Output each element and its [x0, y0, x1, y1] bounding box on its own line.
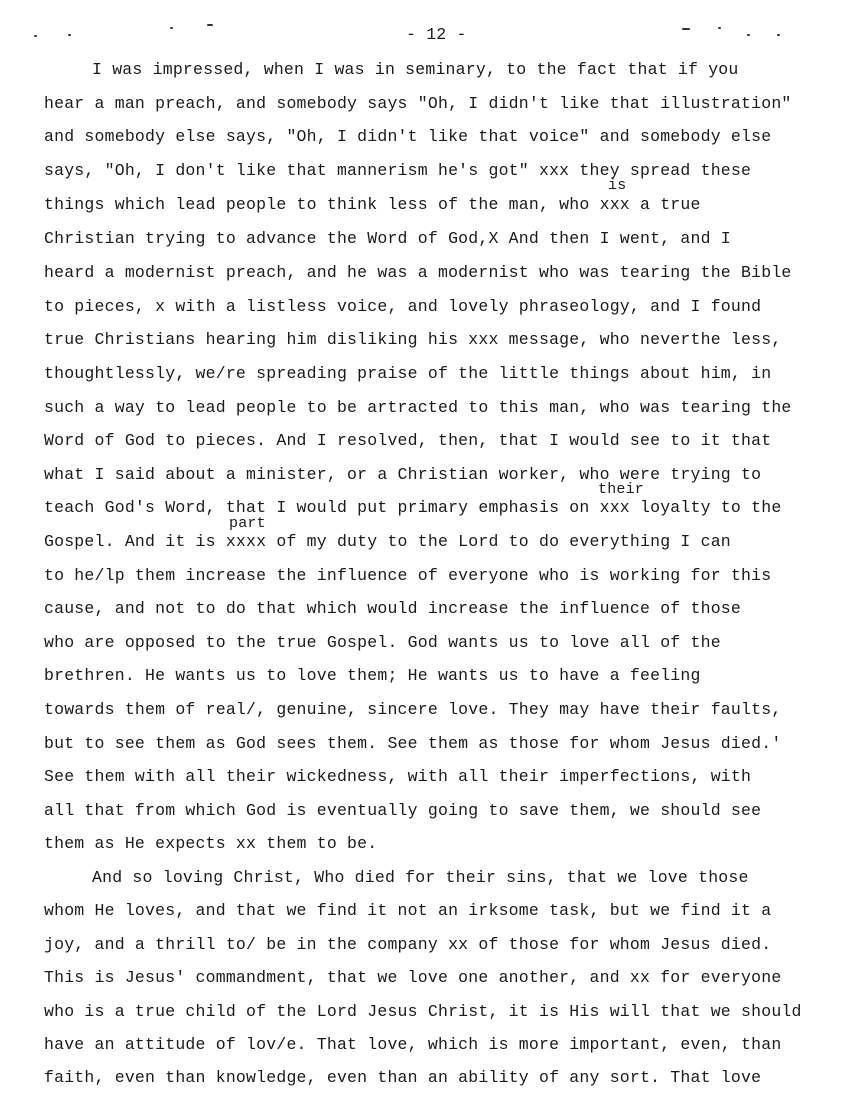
text-line: Word of God to pieces. And I resolved, then, that I would see to it that [44, 431, 772, 450]
text-line: them as He expects xx them to be. [44, 834, 378, 853]
text-line: and somebody else says, "Oh, I didn't like that voice" and somebody else [44, 127, 772, 146]
text-line: things which lead people to think less of the man, who xxx a true [44, 195, 701, 214]
interlinear-correction: their [598, 481, 645, 498]
text-line: who are opposed to the true Gospel. God wants us to love all of the [44, 633, 721, 652]
text-line: hear a man preach, and somebody says "Oh, I didn't like that illustration" [44, 94, 792, 113]
text-line: brethren. He wants us to love them; He wants us to have a feeling [44, 666, 701, 685]
interlinear-correction: part [229, 515, 266, 532]
ink-speck [68, 34, 71, 36]
ink-speck [207, 24, 213, 26]
text-line: towards them of real/, genuine, sincere love. They may have their faults, [44, 700, 782, 719]
text-line: And so loving Christ, Who died for their sins, that we love those [92, 868, 749, 887]
text-line: I was impressed, when I was in seminary, to the fact that if you [92, 60, 739, 79]
ink-speck [34, 35, 37, 37]
text-line: but to see them as God sees them. See them as those for whom Jesus died.' [44, 734, 782, 753]
text-line: joy, and a thrill to/ be in the company xx of those for whom Jesus died. [44, 935, 772, 954]
text-line: says, "Oh, I don't like that mannerism he's got" xxx they spread these [44, 161, 752, 180]
text-line: faith, even than knowledge, even than an ability of any sort. That love [44, 1068, 762, 1087]
text-line: Christian trying to advance the Word of God,X And then I went, and I [44, 229, 731, 248]
text-line: such a way to lead people to be artracted to this man, who was tearing the [44, 398, 792, 417]
text-line: who is a true child of the Lord Jesus Christ, it is His will that we should [44, 1002, 802, 1021]
text-line: what I said about a minister, or a Christian worker, who were trying to [44, 465, 762, 484]
text-line: thoughtlessly, we/re spreading praise of the little things about him, in [44, 364, 772, 383]
ink-speck [747, 34, 750, 36]
text-line: See them with all their wickedness, with all their imperfections, with [44, 767, 752, 786]
text-line: have an attitude of lov/e. That love, which is more important, even, than [44, 1035, 782, 1054]
text-line: all that from which God is eventually going to save them, we should see [44, 801, 762, 820]
text-line: cause, and not to do that which would increase the influence of those [44, 599, 742, 618]
text-line: true Christians hearing him disliking his xxx message, who neverthe less, [44, 330, 782, 349]
ink-speck [777, 34, 780, 36]
interlinear-correction: is [608, 177, 627, 194]
text-line: This is Jesus' commandment, that we love one another, and xx for everyone [44, 968, 782, 987]
ink-speck [170, 27, 173, 29]
text-line: whom He loves, and that we find it not an irksome task, but we find it a [44, 901, 772, 920]
text-line: to he/lp them increase the influence of everyone who is working for this [44, 566, 772, 585]
text-line: heard a modernist preach, and he was a modernist who was tearing the Bible [44, 263, 792, 282]
text-line: to pieces, x with a listless voice, and lovely phraseology, and I found [44, 297, 762, 316]
text-line: Gospel. And it is xxxx of my duty to the Lord to do everything I can [44, 532, 731, 551]
ink-speck [718, 27, 721, 29]
ink-speck [682, 28, 690, 30]
text-line: teach God's Word, that I would put primary emphasis on xxx loyalty to the [44, 498, 782, 517]
page-number: - 12 - [406, 25, 467, 44]
